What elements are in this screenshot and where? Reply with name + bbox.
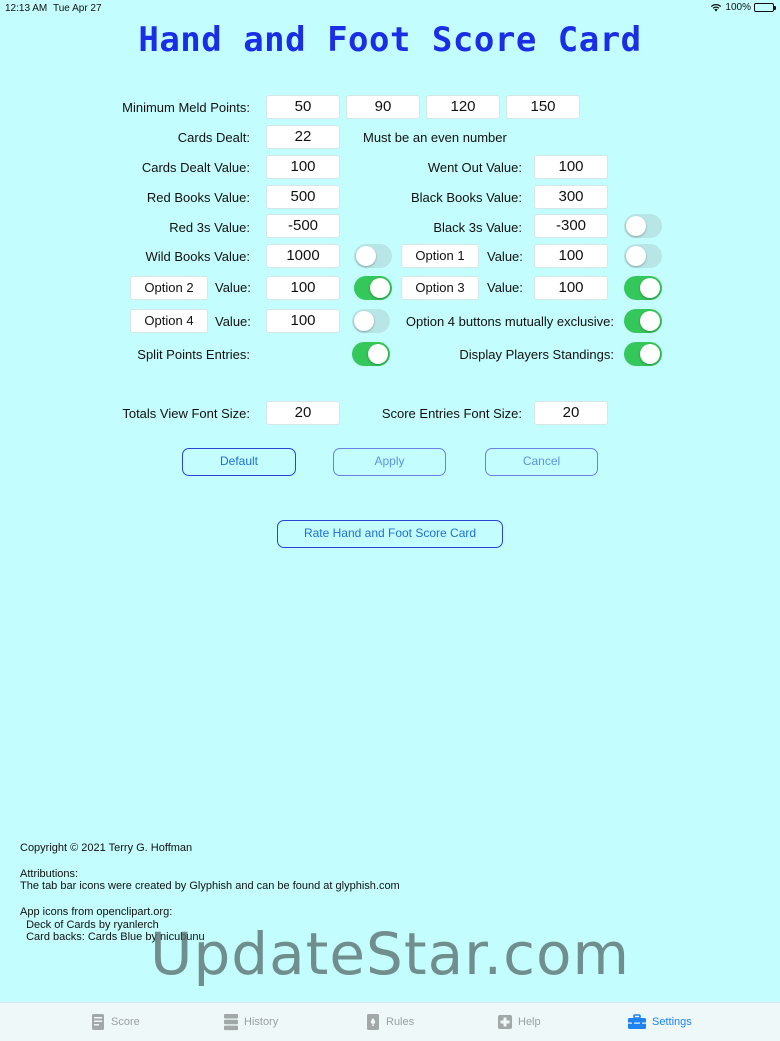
- score-icon: [90, 1013, 106, 1031]
- rules-icon: [365, 1013, 381, 1031]
- history-icon: [223, 1013, 239, 1031]
- option1-name-field[interactable]: Option 1: [401, 244, 479, 268]
- option3-value-label: Value:: [487, 280, 523, 295]
- help-icon: [497, 1013, 513, 1031]
- battery-percent: 100%: [725, 2, 751, 13]
- tab-rules[interactable]: [365, 1013, 414, 1031]
- wifi-icon: [710, 3, 722, 12]
- rate-button[interactable]: Rate Hand and Foot Score Card: [277, 520, 503, 548]
- app-icons-line2: Card backs: Cards Blue by nicubunu: [20, 931, 205, 943]
- attributions-title: Attributions:: [20, 868, 79, 880]
- min-meld-field-1[interactable]: 50: [266, 95, 340, 119]
- copyright-text: Copyright © 2021 Terry G. Hoffman: [20, 842, 193, 854]
- black-books-field[interactable]: 300: [534, 185, 608, 209]
- tab-help[interactable]: [497, 1013, 541, 1031]
- cards-dealt-label: Cards Dealt:: [177, 130, 250, 145]
- option1-value-label: Value:: [487, 249, 523, 264]
- tab-settings[interactable]: [627, 1013, 692, 1031]
- red-3s-label: Red 3s Value:: [169, 220, 250, 235]
- option2-toggle[interactable]: [354, 276, 392, 300]
- cards-dealt-field[interactable]: 22: [266, 125, 340, 149]
- tab-bar: [0, 1002, 780, 1041]
- cards-dealt-value-field[interactable]: 100: [266, 155, 340, 179]
- option4-toggle[interactable]: [352, 309, 390, 333]
- tab-score[interactable]: [90, 1013, 140, 1031]
- tab-settings-label: Settings: [652, 1016, 692, 1028]
- min-meld-field-2[interactable]: 90: [346, 95, 420, 119]
- black-3s-field[interactable]: -300: [534, 214, 608, 238]
- tab-score-label: Score: [111, 1016, 140, 1028]
- went-out-label: Went Out Value:: [427, 160, 522, 175]
- settings-icon: [627, 1013, 647, 1031]
- status-date: Tue Apr 27: [53, 3, 102, 14]
- black-books-label: Black Books Value:: [410, 190, 522, 205]
- tab-history-label: History: [244, 1016, 279, 1028]
- cards-dealt-value-label: Cards Dealt Value:: [141, 160, 250, 175]
- option1-toggle[interactable]: [624, 244, 662, 268]
- option4-name-field[interactable]: Option 4: [130, 309, 208, 333]
- option4-value-label: Value:: [215, 314, 251, 329]
- attributions-text: The tab bar icons were created by Glyphish and can be found at glyphish.com: [20, 880, 400, 892]
- option3-value-field[interactable]: 100: [534, 276, 608, 300]
- went-out-field[interactable]: 100: [534, 155, 608, 179]
- split-points-label: Split Points Entries:: [137, 347, 250, 362]
- display-standings-label: Display Players Standings:: [459, 347, 614, 362]
- option2-value-label: Value:: [215, 280, 251, 295]
- black-3s-label: Black 3s Value:: [433, 220, 522, 235]
- app-icons-title: App icons from openclipart.org:: [20, 906, 173, 918]
- black-3s-toggle[interactable]: [624, 214, 662, 238]
- cancel-button[interactable]: Cancel: [485, 448, 598, 476]
- option1-value-field[interactable]: 100: [534, 244, 608, 268]
- option4-exclusive-label: Option 4 buttons mutually exclusive:: [405, 314, 614, 329]
- option2-value-field[interactable]: 100: [266, 276, 340, 300]
- tab-rules-label: Rules: [386, 1016, 415, 1028]
- wild-books-field[interactable]: 1000: [266, 244, 340, 268]
- red-books-label: Red Books Value:: [146, 190, 250, 205]
- score-font-field[interactable]: 20: [534, 401, 608, 425]
- wild-books-label: Wild Books Value:: [145, 249, 250, 264]
- status-bar: [0, 0, 780, 16]
- split-points-toggle[interactable]: [352, 342, 390, 366]
- app-icons-line1: Deck of Cards by ryanlerch: [20, 919, 159, 931]
- tab-history[interactable]: [223, 1013, 278, 1031]
- wild-books-toggle[interactable]: [354, 244, 392, 268]
- option4-exclusive-toggle[interactable]: [624, 309, 662, 333]
- red-books-field[interactable]: 500: [266, 185, 340, 209]
- totals-font-label: Totals View Font Size:: [122, 406, 250, 421]
- score-font-label: Score Entries Font Size:: [381, 406, 522, 421]
- status-right: [710, 2, 774, 13]
- cards-dealt-note: Must be an even number: [363, 130, 507, 145]
- option3-name-field[interactable]: Option 3: [401, 276, 479, 300]
- totals-font-field[interactable]: 20: [266, 401, 340, 425]
- red-3s-field[interactable]: -500: [266, 214, 340, 238]
- min-meld-field-4[interactable]: 150: [506, 95, 580, 119]
- option2-name-field[interactable]: Option 2: [130, 276, 208, 300]
- min-meld-field-3[interactable]: 120: [426, 95, 500, 119]
- default-button[interactable]: Default: [182, 448, 296, 476]
- page-title: Hand and Foot Score Card: [138, 20, 642, 60]
- watermark: UpdateStar.com: [150, 920, 630, 988]
- apply-button[interactable]: Apply: [333, 448, 446, 476]
- min-meld-label: Minimum Meld Points:: [122, 100, 250, 115]
- battery-icon: [754, 3, 774, 12]
- display-standings-toggle[interactable]: [624, 342, 662, 366]
- tab-help-label: Help: [518, 1016, 541, 1028]
- option4-value-field[interactable]: 100: [266, 309, 340, 333]
- option3-toggle[interactable]: [624, 276, 662, 300]
- status-time: 12:13 AM: [5, 3, 48, 14]
